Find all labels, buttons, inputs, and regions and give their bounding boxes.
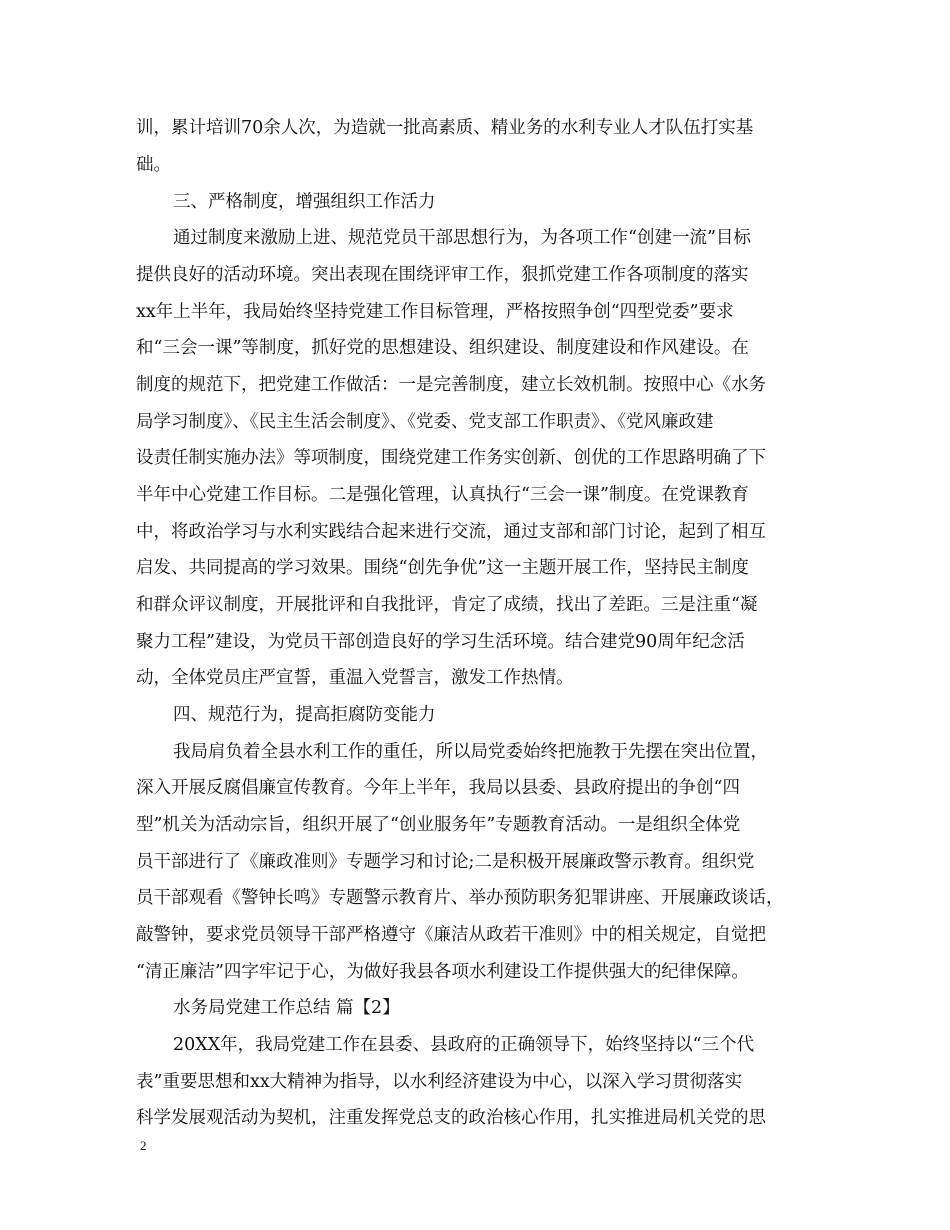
body-line: 训，累计培训70余人次，为造就一批高素质、精业务的水利专业人才队伍打实基 [136, 118, 754, 138]
body-line: 和群众评议制度，开展批评和自我批评，肯定了成绩，找出了差距。三是注重“凝 [136, 595, 758, 615]
body-line: 启发、共同提高的学习效果。围绕“创先争优”这一主题开展工作，坚持民主制度 [136, 558, 749, 578]
body-line: 半年中心党建工作目标。二是强化管理，认真执行“三会一课”制度。在党课教育 [136, 485, 749, 505]
page-number: 2 [140, 1138, 147, 1153]
body-line: 表”重要思想和xx大精神为指导，以水利经济建设为中心，以深入学习贯彻落实 [136, 1072, 743, 1092]
body-line: 制度的规范下，把党建工作做活：一是完善制度，建立长效机制。按照中心《水务 [136, 375, 766, 395]
section-heading: 水务局党建工作总结 篇【2】 [173, 998, 400, 1018]
body-line: 设责任制实施办法》等项制度，围绕党建工作务实创新、创优的工作思路明确了下 [136, 448, 766, 468]
body-line: xx年上半年，我局始终坚持党建工作目标管理，严格按照争创“四型党委”要求 [136, 302, 734, 322]
body-line: 和“三会一课”等制度，抓好党的思想建设、组织建设、制度建设和作风建设。在 [136, 338, 749, 358]
body-line: 础。 [136, 155, 171, 175]
body-line: 深入开展反腐倡廉宣传教育。今年上半年，我局以县委、县政府提出的争创“四 [136, 778, 740, 798]
body-line: 员干部观看《警钟长鸣》专题警示教育片、举办预防职务犯罪讲座、开展廉政谈话， [136, 888, 784, 908]
body-line: 动，全体党员庄严宣誓，重温入党誓言，激发工作热情。 [136, 668, 574, 688]
body-line: 局学习制度》、《民主生活会制度》、《党委、党支部工作职责》、《党风廉政建 [136, 412, 714, 432]
section-heading: 四、规范行为，提高拒腐防变能力 [173, 705, 436, 725]
section-heading: 三、严格制度，增强组织工作活力 [173, 192, 436, 212]
body-line: 员干部进行了《廉政准则》专题学习和讨论;二是积极开展廉政警示教育。组织党 [136, 852, 755, 872]
paragraph-first-line: 我局肩负着全县水利工作的重任，所以局党委始终把施教于先摆在突出位置， [173, 742, 768, 762]
body-line: 科学发展观活动为契机，注重发挥党总支的政治核心作用，扎实推进局机关党的思 [136, 1108, 766, 1128]
body-line: 中，将政治学习与水利实践结合起来进行交流，通过支部和部门讨论，起到了相互 [136, 522, 766, 542]
paragraph-first-line: 20XX年，我局党建工作在县委、县政府的正确领导下，始终坚持以“三个代 [173, 1035, 755, 1055]
body-line: 聚力工程”建设，为党员干部创造良好的学习生活环境。结合建党90周年纪念活 [136, 632, 745, 652]
paragraph-first-line: 通过制度来激励上进、规范党员干部思想行为，为各项工作“创建一流”目标 [173, 228, 751, 248]
body-line: 提供良好的活动环境。突出表现在围绕评审工作，狠抓党建工作各项制度的落实 [136, 265, 749, 285]
body-line: 敲警钟，要求党员领导干部严格遵守《廉洁从政若干准则》中的相关规定，自觉把 [136, 925, 766, 945]
body-line: 型”机关为活动宗旨，组织开展了“创业服务年”专题教育活动。一是组织全体党 [136, 815, 741, 835]
body-line: “清正廉洁”四字牢记于心，为做好我县各项水利建设工作提供强大的纪律保障。 [136, 962, 749, 982]
